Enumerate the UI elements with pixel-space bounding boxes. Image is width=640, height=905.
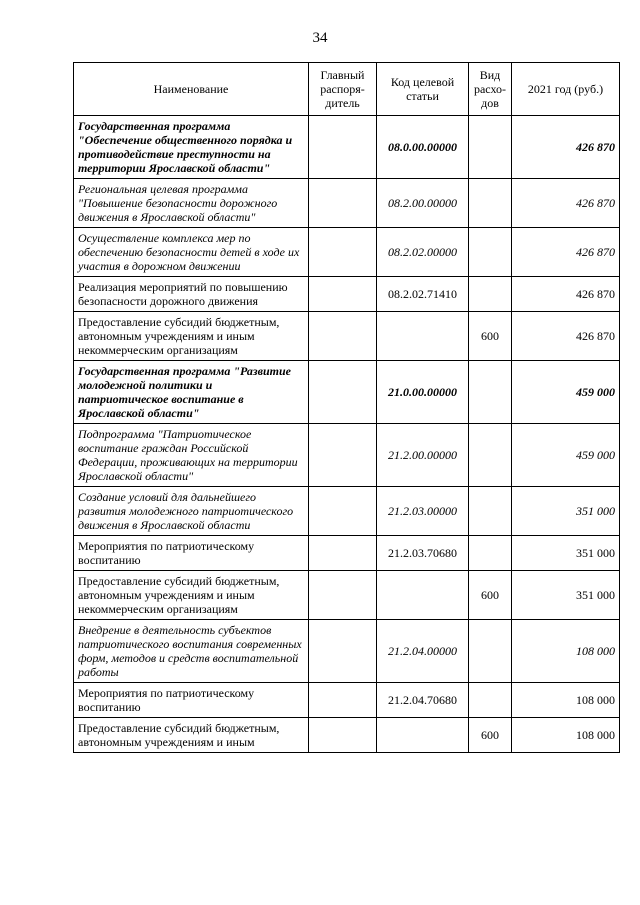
cell-sum: 426 870 xyxy=(512,116,620,179)
table-row xyxy=(74,487,620,536)
cell-name: Мероприятия по патриотическому воспитанию xyxy=(74,683,309,718)
cell-name: Региональная целевая программа "Повышение безопасности дорожного движения в Ярославской области" xyxy=(74,179,309,228)
cell-code: 08.2.02.71410 xyxy=(377,277,469,312)
cell-sum: 108 000 xyxy=(512,620,620,683)
cell-vr xyxy=(469,228,512,277)
header-name: Наименование xyxy=(74,63,309,116)
table-row xyxy=(74,116,620,179)
cell-name: Предоставление субсидий бюджетным, автономным учреждениям и иным xyxy=(74,718,309,753)
cell-vr xyxy=(469,361,512,424)
cell-vr xyxy=(469,424,512,487)
cell-vr xyxy=(469,683,512,718)
cell-grbs xyxy=(309,277,377,312)
cell-name: Создание условий для дальнейшего развития молодежного патриотического движения в Ярославской области xyxy=(74,487,309,536)
cell-vr: 600 xyxy=(469,718,512,753)
cell-sum: 426 870 xyxy=(512,228,620,277)
table-row xyxy=(74,312,620,361)
cell-grbs xyxy=(309,718,377,753)
cell-code: 08.0.00.00000 xyxy=(377,116,469,179)
table-row xyxy=(74,424,620,487)
cell-grbs xyxy=(309,571,377,620)
cell-vr xyxy=(469,536,512,571)
cell-grbs xyxy=(309,424,377,487)
cell-name: Внедрение в деятельность субъектов патриотического воспитания современных форм, методов и средств воспитательной работы xyxy=(74,620,309,683)
page-number: 34 xyxy=(312,30,328,46)
table-row xyxy=(74,361,620,424)
cell-code: 08.2.02.00000 xyxy=(377,228,469,277)
cell-name: Мероприятия по патриотическому воспитанию xyxy=(74,536,309,571)
cell-sum: 108 000 xyxy=(512,718,620,753)
cell-name: Государственная программа "Обеспечение общественного порядка и противодействие преступности на территории Ярославской области" xyxy=(74,116,309,179)
cell-grbs xyxy=(309,487,377,536)
cell-grbs xyxy=(309,312,377,361)
cell-sum: 351 000 xyxy=(512,487,620,536)
cell-vr xyxy=(469,116,512,179)
cell-name: Государственная программа "Развитие молодежной политики и патриотическое воспитание в Ярославской области" xyxy=(74,361,309,424)
table-row xyxy=(74,179,620,228)
cell-grbs xyxy=(309,361,377,424)
table-row xyxy=(74,277,620,312)
cell-sum: 459 000 xyxy=(512,361,620,424)
header-vr: Вид расхо-дов xyxy=(469,63,512,116)
cell-code: 21.2.04.00000 xyxy=(377,620,469,683)
cell-code: 21.2.03.70680 xyxy=(377,536,469,571)
cell-sum: 351 000 xyxy=(512,571,620,620)
cell-grbs xyxy=(309,179,377,228)
cell-name: Предоставление субсидий бюджетным, автономным учреждениям и иным некоммерческим организациям xyxy=(74,312,309,361)
cell-name: Реализация мероприятий по повышению безопасности дорожного движения xyxy=(74,277,309,312)
cell-code: 21.2.04.70680 xyxy=(377,683,469,718)
cell-grbs xyxy=(309,536,377,571)
table-row xyxy=(74,620,620,683)
cell-sum: 459 000 xyxy=(512,424,620,487)
table-header-row xyxy=(74,63,620,116)
cell-name: Предоставление субсидий бюджетным, автономным учреждениям и иным некоммерческим организациям xyxy=(74,571,309,620)
table-row xyxy=(74,718,620,753)
table-row xyxy=(74,683,620,718)
table-row xyxy=(74,571,620,620)
cell-vr xyxy=(469,179,512,228)
cell-vr: 600 xyxy=(469,571,512,620)
cell-sum: 426 870 xyxy=(512,277,620,312)
header-sum: 2021 год (руб.) xyxy=(512,63,620,116)
cell-code: 21.0.00.00000 xyxy=(377,361,469,424)
budget-table xyxy=(73,62,620,753)
cell-sum: 426 870 xyxy=(512,179,620,228)
cell-code: 08.2.00.00000 xyxy=(377,179,469,228)
cell-name: Подпрограмма "Патриотическое воспитание граждан Российской Федерации, проживающих на территории Ярославской области" xyxy=(74,424,309,487)
cell-grbs xyxy=(309,620,377,683)
cell-code xyxy=(377,312,469,361)
cell-vr xyxy=(469,277,512,312)
cell-code: 21.2.00.00000 xyxy=(377,424,469,487)
cell-grbs xyxy=(309,228,377,277)
table-row xyxy=(74,536,620,571)
header-code: Код целевой статьи xyxy=(377,63,469,116)
cell-vr xyxy=(469,620,512,683)
cell-sum: 108 000 xyxy=(512,683,620,718)
cell-vr: 600 xyxy=(469,312,512,361)
table-row xyxy=(74,228,620,277)
cell-sum: 426 870 xyxy=(512,312,620,361)
cell-grbs xyxy=(309,683,377,718)
cell-name: Осуществление комплекса мер по обеспечению безопасности детей в ходе их участия в дорожном движении xyxy=(74,228,309,277)
cell-code xyxy=(377,718,469,753)
cell-sum: 351 000 xyxy=(512,536,620,571)
cell-vr xyxy=(469,487,512,536)
cell-grbs xyxy=(309,116,377,179)
cell-code: 21.2.03.00000 xyxy=(377,487,469,536)
cell-code xyxy=(377,571,469,620)
header-grbs: Главный распоря-дитель xyxy=(309,63,377,116)
